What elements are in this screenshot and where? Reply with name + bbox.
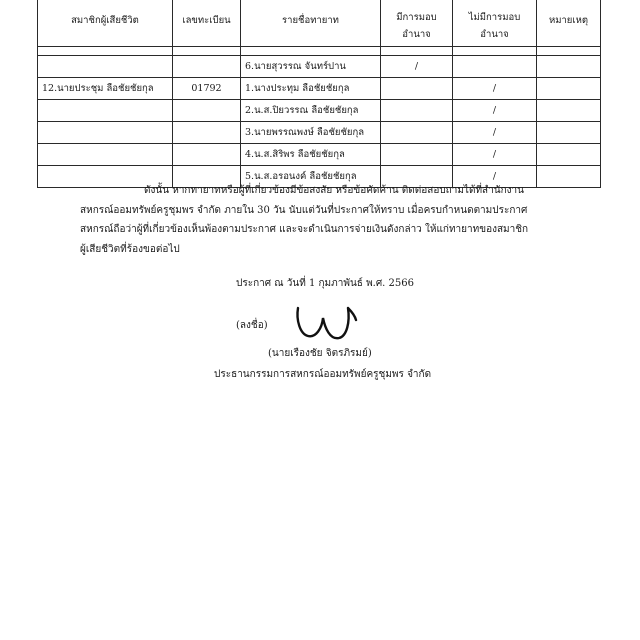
without-poa-cell [453, 56, 537, 78]
note-cell [537, 56, 601, 78]
with-poa-cell [381, 100, 453, 122]
announcement-date: ประกาศ ณ วันที่ 1 กุมภาพันธ์ พ.ศ. 2566 [236, 278, 414, 289]
member-cell [38, 100, 173, 122]
heir-cell: 5.น.ส.อรอนงค์ ลือชัยชัยกุล [241, 166, 381, 188]
signer-title: ประธานกรรมการสหกรณ์ออมทรัพย์ครูชุมพร จำกัด [214, 369, 432, 380]
paragraph-line: สหกรณ์ถือว่าผู้ที่เกี่ยวข้องเห็นพ้องตามประกาศ และจะดำเนินการจ่ายเงินดังกล่าว ให้แก่ทายาทของสมาชิก [80, 224, 529, 235]
heir-cell: 2.น.ส.ปิยวรรณ ลือชัยชัยกุล [241, 100, 381, 122]
without-poa-cell: / [453, 166, 537, 188]
with-poa-cell [381, 122, 453, 144]
table-row [38, 100, 601, 122]
with-poa-cell: / [381, 56, 453, 78]
table-row [38, 144, 601, 166]
header-member: สมาชิกผู้เสียชีวิต [38, 0, 173, 47]
handwritten-signature [292, 302, 358, 344]
note-cell [537, 100, 601, 122]
with-poa-cell [381, 78, 453, 100]
table-row [38, 122, 601, 144]
heir-cell: 1.นางประทุม ลือชัยชัยกุล [241, 78, 381, 100]
table-header-row [38, 0, 601, 47]
note-cell [537, 144, 601, 166]
table-spacer-row [38, 47, 601, 56]
reg-cell [173, 100, 241, 122]
header-heir-names: รายชื่อทายาท [241, 0, 381, 47]
paragraph-line: สหกรณ์ออมทรัพย์ครูชุมพร จำกัด ภายใน 30 วัน นับแต่วันที่ประกาศให้ทราบ เมื่อครบกำหนดตามประกาศ [80, 204, 528, 216]
table-row [38, 78, 601, 100]
without-poa-cell: / [453, 100, 537, 122]
reg-cell [173, 122, 241, 144]
header-without-poa: ไม่มีการมอบอำนาจ [453, 0, 537, 47]
heirs-table [37, 0, 601, 188]
header-with-poa: มีการมอบอำนาจ [381, 0, 453, 47]
without-poa-cell: / [453, 144, 537, 166]
signer-name: (นายเรืองชัย จิตรภิรมย์) [268, 348, 372, 359]
member-cell: 12.นายประชุม ลือชัยชัยกุล [38, 78, 173, 100]
member-cell [38, 56, 173, 78]
reg-cell [173, 144, 241, 166]
header-registration-no: เลขทะเบียน [173, 0, 241, 47]
with-poa-cell [381, 144, 453, 166]
member-cell [38, 144, 173, 166]
heir-cell: 6.นายสุวรรณ จันทร์ปาน [241, 56, 381, 78]
heir-cell: 3.นายพรรณพงษ์ ลือชัยชัยกุล [241, 122, 381, 144]
paragraph-line: ดังนั้น หากทายาทหรือผู้ที่เกี่ยวข้องมีข้อสงสัย หรือข้อคัดค้าน ติดต่อสอบถามได้ที่สำนักงาน [144, 185, 524, 196]
announcement-paragraph [80, 181, 600, 259]
note-cell [537, 78, 601, 100]
reg-cell: 01792 [173, 78, 241, 100]
paragraph-line: ผู้เสียชีวิตที่ร้องขอต่อไป [80, 243, 180, 255]
header-note: หมายเหตุ [537, 0, 601, 47]
without-poa-cell: / [453, 78, 537, 100]
member-cell [38, 122, 173, 144]
heir-cell: 4.น.ส.สิริพร ลือชัยชัยกุล [241, 144, 381, 166]
signed-label: (ลงชื่อ) [236, 320, 268, 331]
reg-cell [173, 56, 241, 78]
table-row [38, 56, 601, 78]
note-cell [537, 122, 601, 144]
without-poa-cell: / [453, 122, 537, 144]
